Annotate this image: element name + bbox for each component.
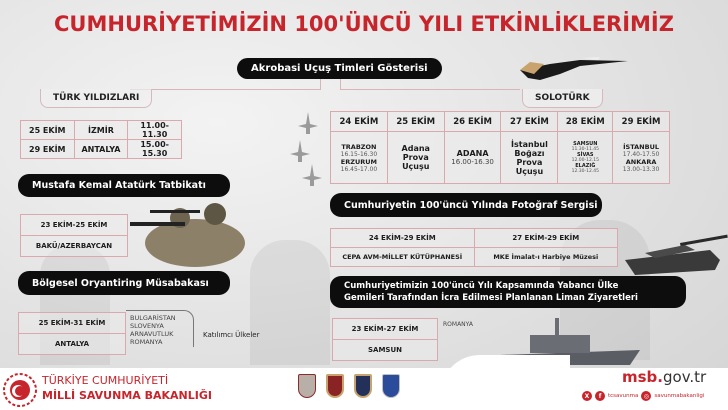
turk-yildizlari-label: TÜRK YILDIZLARI (40, 89, 152, 108)
naval-forces-emblem-icon (354, 374, 372, 398)
time-cell: 11.00-11.30 (128, 121, 182, 140)
participants-list: BULGARİSTAN SLOVENYA ARNAVUTLUK ROMANYA (130, 314, 176, 346)
social-links (582, 391, 704, 401)
port-visits-heading: Cumhuriyetimizin 100'üncü Yılı Kapsamında Yabancı Ülke Gemileri Tarafından İcra Edilmesi Planlanan Liman Ziyaretleri (330, 276, 686, 308)
army-emblem-icon (298, 374, 316, 398)
emblems (298, 374, 400, 398)
facebook-icon[interactable]: f (595, 391, 605, 401)
acrobatics-heading: Akrobasi Uçuş Timleri Gösterisi (237, 58, 442, 79)
ministry-logo-icon (2, 372, 38, 408)
connector-line (320, 79, 321, 89)
soloturk-table (330, 111, 670, 184)
date-cell: 27 EKİM-29 EKİM (474, 229, 617, 248)
location-cell: ANTALYA (19, 334, 126, 355)
place-cell: MKE İmalat-ı Harbiye Müzesi (474, 248, 617, 267)
date-header: 27 EKİM (501, 112, 558, 132)
page-title: CUMHURİYETİMİZİN 100'ÜNCÜ YILI ETKİNLİKLERİMİZ (54, 12, 674, 36)
ministry-name-line1: TÜRKİYE CUMHURİYETİ (42, 374, 169, 387)
jet-icon (520, 44, 630, 84)
instagram-handle[interactable]: savunmabakanligi (654, 393, 705, 399)
soloturk-cell: Adana Prova Uçuşu (387, 132, 444, 184)
connector-line (340, 79, 341, 89)
date-cell: 29 EKİM (21, 140, 75, 159)
photo-exhibition-heading: Cumhuriyetin 100'üncü Yılında Fotoğraf Sergisi (330, 193, 602, 217)
soldier-silhouette (250, 240, 330, 365)
photo-exhibition-table (330, 228, 618, 267)
tank-image (620, 225, 728, 280)
soloturk-cell: İSTANBUL 17.40-17.50 ANKARA 13.00-13.30 (613, 132, 670, 184)
date-cell: 25 EKİM-31 EKİM (19, 313, 126, 334)
time-cell: 15.00-15.30 (128, 140, 182, 159)
city-cell: ANTALYA (74, 140, 128, 159)
orienteering-table (18, 312, 126, 355)
connector-line (130, 89, 321, 90)
turk-yildizlari-table (20, 120, 182, 159)
ministry-name-line2: MİLLİ SAVUNMA BAKANLIĞI (42, 389, 212, 402)
website-link[interactable]: msb.gov.tr (622, 368, 707, 386)
instagram-icon[interactable]: ◎ (641, 391, 651, 401)
location-cell: SAMSUN (333, 340, 438, 361)
soldiers-image (120, 198, 250, 268)
x-icon[interactable]: X (582, 391, 592, 401)
participants-label: Katılımcı Ülkeler (203, 331, 260, 339)
ataturk-exercise-heading: Mustafa Kemal Atatürk Tatbikatı (18, 174, 230, 197)
date-header: 26 EKİM (444, 112, 501, 132)
soloturk-cell: İstanbul Boğazı Prova Uçuşu (501, 132, 558, 184)
port-visit-country: ROMANYA (443, 321, 473, 328)
orienteering-heading: Bölgesel Oryantiring Müsabakası (18, 271, 230, 295)
date-cell: 25 EKİM (21, 121, 75, 140)
soloturk-cell: SAMSUN 11.30-11.45 SİVAS 12.00-12.15 ELAZIĞ 12.30-12.45 (558, 132, 613, 184)
date-cell: 23 EKİM-25 EKİM (21, 215, 128, 236)
soloturk-cell: ADANA 16.00-16.30 (444, 132, 501, 184)
city-cell: İZMİR (74, 121, 128, 140)
place-cell: CEPA AVM-MİLLET KÜTÜPHANESİ (331, 248, 475, 267)
jet-formation-icon (290, 112, 326, 192)
date-header: 25 EKİM (387, 112, 444, 132)
footer-curve (440, 355, 570, 410)
date-cell: 23 EKİM-27 EKİM (333, 319, 438, 340)
connector-line (340, 89, 520, 90)
land-forces-emblem-icon (326, 374, 344, 398)
port-visits-table (332, 318, 438, 361)
soloturk-label: SOLOTÜRK (522, 89, 603, 108)
date-header: 28 EKİM (558, 112, 613, 132)
air-forces-emblem-icon (382, 374, 400, 398)
soloturk-cell: TRABZON 16.15-16.30 ERZURUM 16.45-17.00 (331, 132, 388, 184)
location-cell: BAKÜ/AZERBAYCAN (21, 236, 128, 257)
ataturk-exercise-table (20, 214, 128, 257)
facebook-handle[interactable]: tcsavunma (608, 393, 639, 399)
date-header: 24 EKİM (331, 112, 388, 132)
date-header: 29 EKİM (613, 112, 670, 132)
date-cell: 24 EKİM-29 EKİM (331, 229, 475, 248)
